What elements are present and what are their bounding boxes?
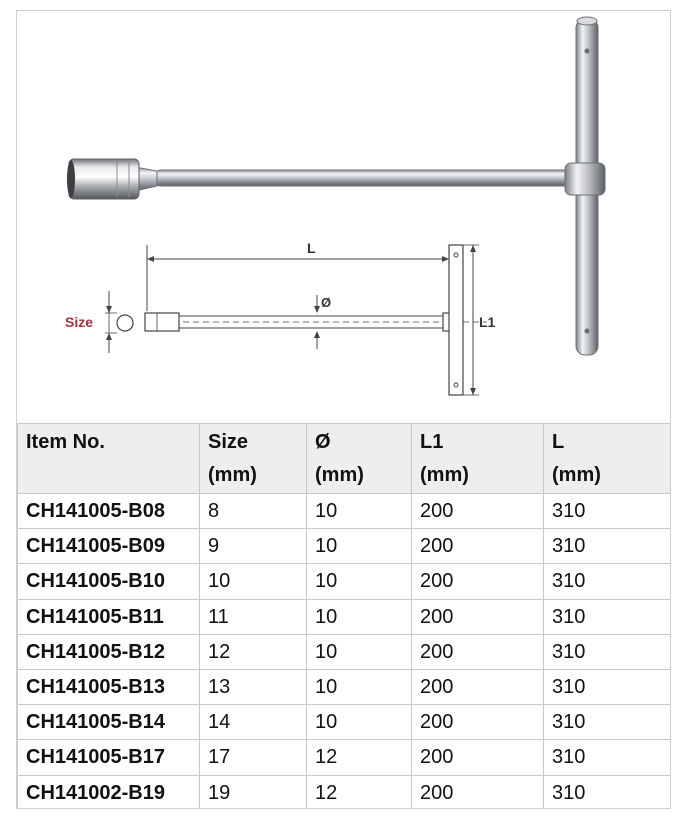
table-row xyxy=(18,564,671,599)
table-row xyxy=(18,494,671,529)
diameter-cell: 10 xyxy=(307,705,412,740)
size-cell: 14 xyxy=(200,705,307,740)
l-cell: 310 xyxy=(544,634,671,669)
spec-table xyxy=(17,423,671,809)
l-cell: 310 xyxy=(544,564,671,599)
l1-cell: 200 xyxy=(412,669,544,704)
l-cell: 310 xyxy=(544,740,671,775)
l-cell: 310 xyxy=(544,599,671,634)
l-cell: 310 xyxy=(544,494,671,529)
diameter-cell: 10 xyxy=(307,634,412,669)
header-l1: L1 (mm) xyxy=(412,424,544,494)
header-item-no: Item No. xyxy=(18,424,200,494)
l1-cell: 200 xyxy=(412,599,544,634)
dimension-drawing xyxy=(105,245,487,395)
l-cell: 310 xyxy=(544,775,671,809)
l1-cell: 200 xyxy=(412,740,544,775)
product-frame xyxy=(16,10,671,809)
item-no-cell: CH141005-B14 xyxy=(18,705,200,740)
l1-cell: 200 xyxy=(412,775,544,809)
l-cell: 310 xyxy=(544,529,671,564)
table-row xyxy=(18,634,671,669)
diameter-cell: 10 xyxy=(307,564,412,599)
table-row xyxy=(18,740,671,775)
table-row xyxy=(18,705,671,740)
diameter-label: Ø xyxy=(321,295,332,310)
item-no-cell: CH141005-B09 xyxy=(18,529,200,564)
item-no-cell: CH141005-B08 xyxy=(18,494,200,529)
table-header-row xyxy=(18,424,671,494)
header-diameter: Ø (mm) xyxy=(307,424,412,494)
item-no-cell: CH141005-B11 xyxy=(18,599,200,634)
diameter-cell: 10 xyxy=(307,599,412,634)
diameter-cell: 12 xyxy=(307,775,412,809)
header-size: Size (mm) xyxy=(200,424,307,494)
header-l: L (mm) xyxy=(544,424,671,494)
diameter-cell: 12 xyxy=(307,740,412,775)
table-row xyxy=(18,599,671,634)
size-cell: 13 xyxy=(200,669,307,704)
l-cell: 310 xyxy=(544,705,671,740)
tool-illustration xyxy=(17,11,670,423)
product-figure xyxy=(17,11,670,423)
item-no-cell: CH141002-B19 xyxy=(18,775,200,809)
size-label: Size xyxy=(65,314,94,330)
l1-cell: 200 xyxy=(412,705,544,740)
spec-table-body xyxy=(18,494,671,810)
l1-cell: 200 xyxy=(412,564,544,599)
l1-cell: 200 xyxy=(412,529,544,564)
table-row xyxy=(18,669,671,704)
size-cell: 11 xyxy=(200,599,307,634)
size-cell: 12 xyxy=(200,634,307,669)
item-no-cell: CH141005-B13 xyxy=(18,669,200,704)
diameter-cell: 10 xyxy=(307,494,412,529)
tool-photo xyxy=(67,17,605,355)
size-cell: 19 xyxy=(200,775,307,809)
table-row xyxy=(18,775,671,809)
l1-cell: 200 xyxy=(412,494,544,529)
diameter-cell: 10 xyxy=(307,529,412,564)
item-no-cell: CH141005-B10 xyxy=(18,564,200,599)
item-no-cell: CH141005-B17 xyxy=(18,740,200,775)
handle-length-label: L1 xyxy=(479,314,496,330)
size-cell: 9 xyxy=(200,529,307,564)
size-cell: 17 xyxy=(200,740,307,775)
diameter-cell: 10 xyxy=(307,669,412,704)
size-cell: 10 xyxy=(200,564,307,599)
l-cell: 310 xyxy=(544,669,671,704)
size-cell: 8 xyxy=(200,494,307,529)
item-no-cell: CH141005-B12 xyxy=(18,634,200,669)
length-label: L xyxy=(307,240,316,256)
table-row xyxy=(18,529,671,564)
l1-cell: 200 xyxy=(412,634,544,669)
